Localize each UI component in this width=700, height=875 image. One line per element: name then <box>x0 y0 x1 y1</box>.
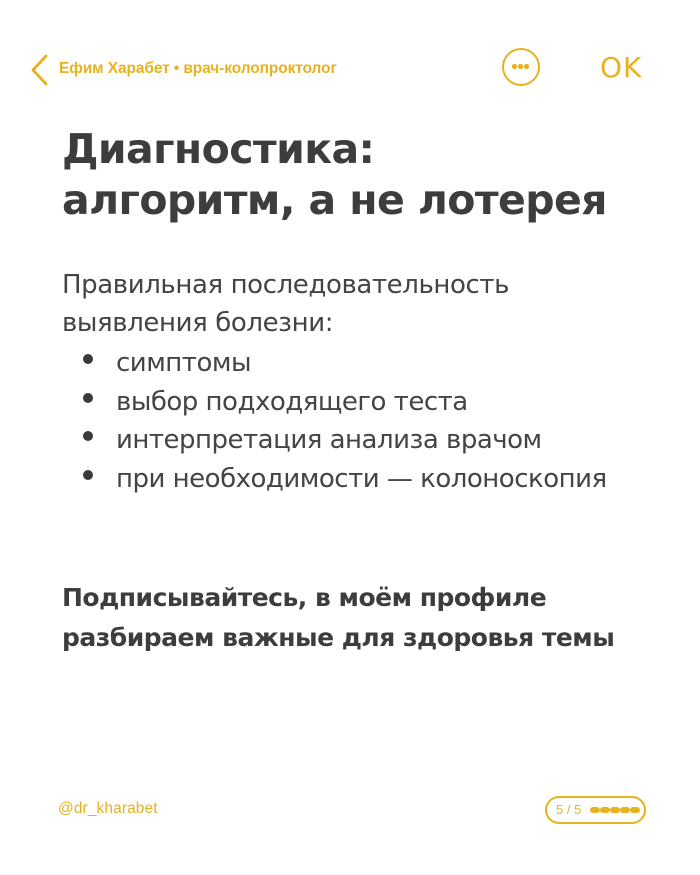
author-name: Ефим Харабет • врач-колопроктолог <box>59 60 337 77</box>
bullet-dot <box>83 470 93 480</box>
intro-line: Правильная последовательность <box>62 270 510 300</box>
bullet-list <box>62 344 682 498</box>
list-item-text: симптомы <box>116 348 252 378</box>
ok-button[interactable]: OK <box>600 51 643 84</box>
list-item <box>62 344 682 383</box>
cta-line: разбираем важные для здоровья темы <box>62 623 615 652</box>
back-button[interactable] <box>28 50 54 90</box>
list-item-text: при необходимости — колоноскопия <box>116 463 607 494</box>
bullet-dot <box>83 354 93 364</box>
intro-text <box>62 266 672 342</box>
list-item-text: интерпретация анализа врачом <box>116 425 542 455</box>
header <box>28 48 672 92</box>
more-button[interactable] <box>502 48 540 86</box>
chevron-left-icon <box>28 50 54 90</box>
page-indicator <box>545 796 646 824</box>
page-dot <box>620 807 630 813</box>
page-counter: 5 / 5 <box>556 802 582 817</box>
intro-line: выявления болезни: <box>62 308 334 338</box>
page-title <box>62 124 672 226</box>
page-dot <box>610 807 620 813</box>
cta-line: Подписывайтесь, в моём профиле <box>62 583 547 612</box>
bullet-dot <box>83 431 93 441</box>
bullet-dot <box>83 393 93 403</box>
page-dot <box>630 807 640 813</box>
more-dots-icon <box>504 50 537 83</box>
list-item <box>62 383 682 422</box>
list-item <box>62 460 682 499</box>
title-line: алгоритм, а не лотерея <box>62 176 607 224</box>
list-item <box>62 421 682 460</box>
call-to-action <box>62 578 682 658</box>
page-dot <box>590 807 600 813</box>
list-item-text: выбор подходящего теста <box>116 386 468 417</box>
page-dots <box>590 807 640 813</box>
title-line: Диагностика: <box>62 125 375 173</box>
profile-handle[interactable]: @dr_kharabet <box>58 800 158 817</box>
page-dot <box>600 807 610 813</box>
